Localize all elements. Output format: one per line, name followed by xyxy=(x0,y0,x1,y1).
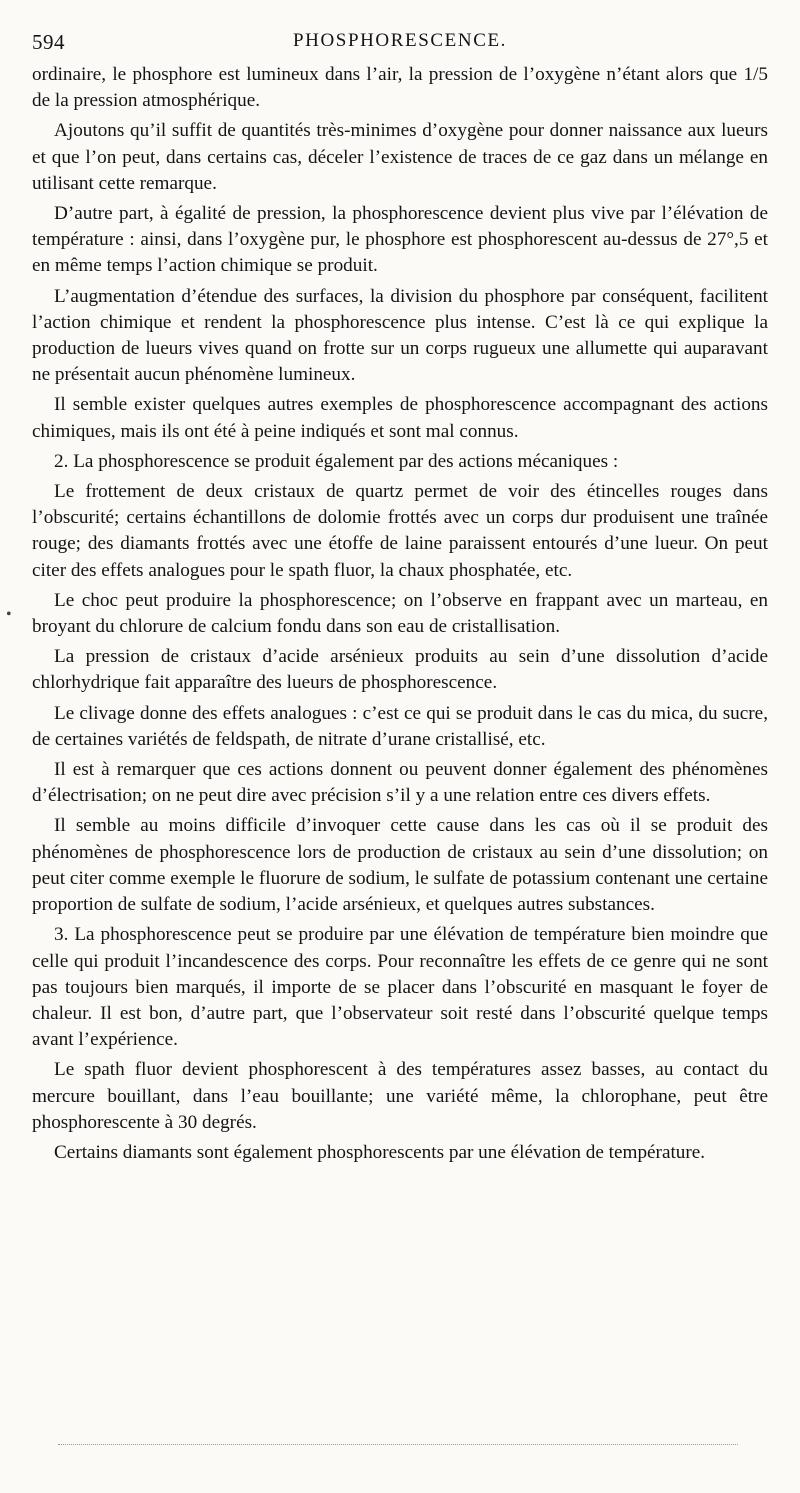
paragraph: La pression de cristaux d’acide arsénieux produits au sein d’une dissolution d’acide chlorhydrique fait apparaître des lueurs de phosphorescence. xyxy=(32,646,768,694)
body-text xyxy=(32,62,768,1166)
paragraph: D’autre part, à égalité de pression, la phosphorescence devient plus vive par l’élévation de température : ainsi, dans l’oxygène pur, le phosphore est phosphorescent au-dessus de 27°,5 et en même temps l’action chimique se produit. xyxy=(32,203,768,277)
paragraph: Il semble exister quelques autres exemples de phosphorescence accompagnant des actions chimiques, mais ils ont été à peine indiqués et sont mal connus. xyxy=(32,394,768,442)
paragraph: Le spath fluor devient phosphorescent à des températures assez basses, au contact du mercure bouillant, dans l’eau bouillante; une variété même, la chlorophane, peut être phosphorescente à 30 degrés. xyxy=(32,1059,768,1133)
paragraph: Le frottement de deux cristaux de quartz permet de voir des étincelles rouges dans l’obscurité; certains échantillons de dolomie frottés avec un corps dur produisent une traînée rouge; des diamants frottés avec une étoffe de laine paraissent entourés d’une lueur. On peut citer des effets analogues pour le spath fluor, la chaux phosphatée, etc. xyxy=(32,481,768,581)
paragraph: Il semble au moins difficile d’invoquer cette cause dans les cas où il se produit des phénomènes de phosphorescence lors de production de cristaux au sein d’une dissolution; on peut citer comme exemple le fluorure de sodium, le sulfate de potassium contenant une certaine proportion de sulfate de sodium, l’acide arsénieux, et quelques autres substances. xyxy=(32,815,768,916)
paragraph: Il est à remarquer que ces actions donnent ou peuvent donner également des phénomènes d’électrisation; on ne peut dire avec précision s’il y a une relation entre ces divers effets. xyxy=(32,759,768,807)
paragraph: Ajoutons qu’il suffit de quantités très-minimes d’oxygène pour donner naissance aux lueurs et que l’on peut, dans certains cas, déceler l’existence de traces de ce gaz dans un mélange en utilisant cette remarque. xyxy=(32,120,768,194)
paragraph: ordinaire, le phosphore est lumineux dans l’air, la pression de l’oxygène n’étant alors que 1/5 de la pression atmosphérique. xyxy=(32,64,768,112)
page-number: 594 xyxy=(32,30,65,54)
footer-dotted-rule xyxy=(58,1444,738,1445)
paragraph: Certains diamants sont également phosphorescents par une élévation de température. xyxy=(54,1141,706,1163)
book-page xyxy=(32,30,768,1170)
paragraph: Le choc peut produire la phosphorescence; on l’observe en frappant avec un marteau, en broyant du chlorure de calcium fondu dans son eau de cristallisation. xyxy=(32,589,768,638)
section-heading-paragraph: 2. La phosphorescence se produit également par des actions mécaniques : xyxy=(54,450,619,472)
paragraph: Le clivage donne des effets analogues : c’est ce qui se produit dans le cas du mica, du sucre, de certaines variétés de feldspath, de nitrate d’urane cristallisé, etc. xyxy=(32,702,768,750)
paragraph: L’augmentation d’étendue des surfaces, la division du phosphore par conséquent, facilitent l’action chimique et rendent la phosphorescence plus intense. C’est là ce qui explique la production de lueurs vives quand on frotte sur un corps rugueux une allumette qui auparavant ne présentait aucun phénomène lumineux. xyxy=(32,285,768,386)
section-heading-paragraph: 3. La phosphorescence peut se produire par une élévation de température bien moindre que celle qui produit l’incandescence des corps. Pour reconnaître les effets de ce genre qui ne sont pas toujours bien marqués, il importe de se placer dans l’obscurité en masquant le foyer de chaleur. Il est bon, d’autre part, que l’observateur soit resté dans l’obscurité quelque temps avant l’expérience. xyxy=(32,924,768,1051)
page-header xyxy=(32,30,768,56)
running-title: PHOSPHORESCENCE. xyxy=(292,30,508,51)
margin-mark: • xyxy=(6,606,12,623)
